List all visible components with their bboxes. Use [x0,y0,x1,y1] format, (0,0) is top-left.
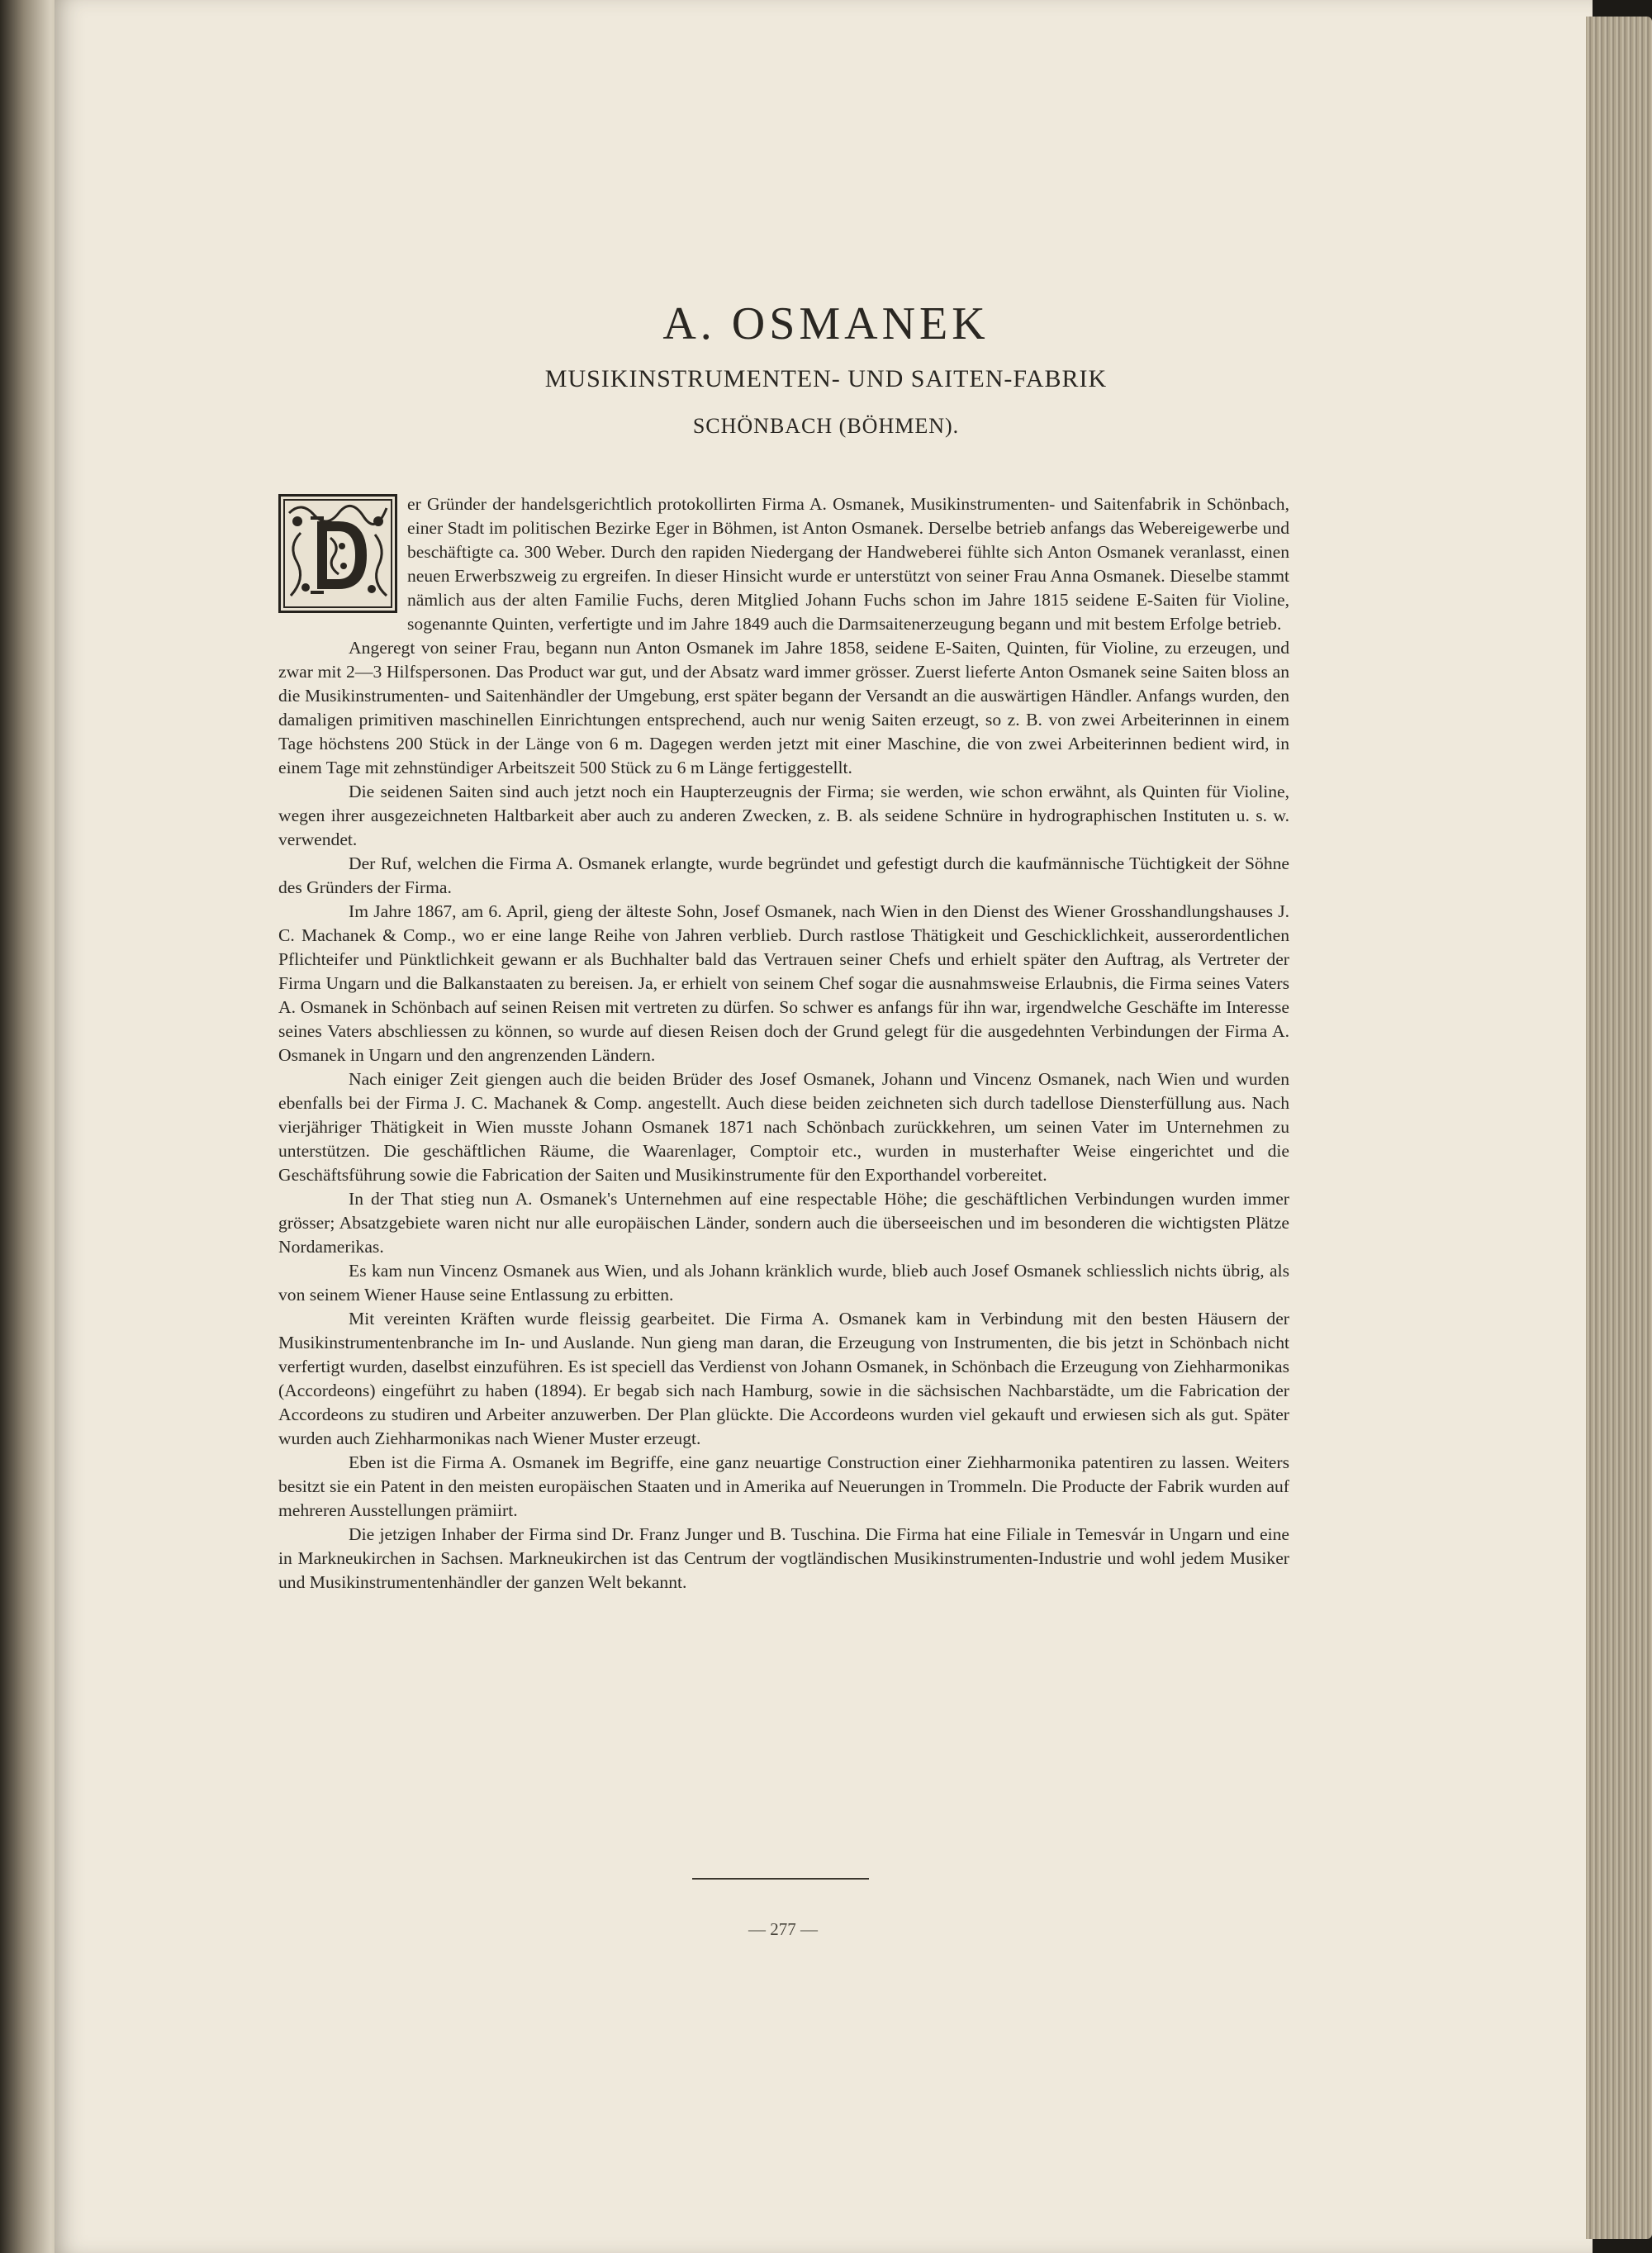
paragraph: Eben ist die Firma A. Osmanek im Begriffe, eine ganz neuartige Construction einer Ziehharmonika patentiren zu lassen. Weiters besitzt sie ein Patent in den meisten europäischen Staaten und in Amerika auf Neuerungen in Trommeln. Die Producte der Fabrik wurden auf mehreren Ausstellungen prämiirt. [278,1452,1289,1520]
decorated-initial-d [278,494,397,613]
paragraph: Die seidenen Saiten sind auch jetzt noch ein Haupterzeugnis der Firma; sie werden, wie schon erwähnt, als Quinten für Violine, wegen ihrer ausgezeichneten Haltbarkeit aber auch zu anderen Zwecken, z. B. als seidene Schnüre in hydrographischen Instituten u. s. w. verwendet. [278,782,1289,849]
article-body [278,492,1289,1595]
paragraph: Es kam nun Vincenz Osmanek aus Wien, und als Johann kränklich wurde, blieb auch Josef Osmanek schliesslich nichts übrig, als von seinem Wiener Hause seine Entlassung zu erbitten. [278,1261,1289,1305]
paragraph-text: er Gründer der handelsgerichtlich protokollirten Firma A. Osmanek, Musikinstrumenten- und Saitenfabrik in Schönbach, einer Stadt im politischen Bezirke Eger in Böhmen, ist Anton Osmanek. Derselbe betrieb anfangs das Webereigewerbe und beschäftigte ca. 300 Weber. Durch den rapiden Niedergang der Handweberei fühlte sich Anton Osmanek veranlasst, einen neuen Erwerbszweig zu ergreifen. In dieser Hinsicht wurde er unterstützt von seiner Frau Anna Osmanek. Dieselbe stammt nämlich aus der alten Familie Fuchs, deren Mitglied Johann Fuchs schon im Jahre 1815 seidene E-Saiten für Violine, sogenannte Quinten, verfertigte und im Jahre 1849 auch die Darmsaitenerzeugung begann und mit bestem Erfolge betrieb. [407,494,1289,634]
page-number: — 277 — [748,1919,818,1939]
page-location: SCHÖNBACH (BÖHMEN). [692,414,960,438]
paragraph: Nach einiger Zeit giengen auch die beiden Brüder des Josef Osmanek, Johann und Vincenz Osmanek, nach Wien und wurden ebenfalls bei der Firma J. C. Machanek & Comp. angestellt. Auch diese beiden zeichneten sich durch tadellose Diensterfüllung aus. Nach vierjähriger Thätigkeit in Wien musste Johann Osmanek 1871 nach Schönbach zurückkehren, um seinen Vater im Unternehmen zu unterstützen. Die geschäftlichen Räume, die Waarenlager, Comptoir etc., wurden in musterhafter Weise eingerichtet und die Geschäftsführung sowie die Fabrication der Saiten und Musikinstrumente für den Exporthandel vorbereitet. [278,1069,1289,1185]
paragraph: Mit vereinten Kräften wurde fleissig gearbeitet. Die Firma A. Osmanek kam in Verbindung mit den besten Häusern der Musikinstrumentenbranche im In- und Auslande. Nun gieng man daran, die Erzeugung von Instrumenten, die bis jetzt in Schönbach nicht verfertigt wurden, daselbst einzuführen. Es ist speciell das Verdienst von Johann Osmanek, in Schönbach die Erzeugung von Ziehharmonikas (Accordeons) eingeführt zu haben (1894). Er begab sich nach Hamburg, sowie in die sächsischen Nachbarstädte, um die Fabrication der Accordeons zu studiren und Arbeiter anzuwerben. Der Plan glückte. Die Accordeons wurden viel gekauft und erwiesen sich als gut. Später wurden auch Ziehharmonikas nach Wiener Muster erzeugt. [278,1309,1289,1448]
paragraph: Angeregt von seiner Frau, begann nun Anton Osmanek im Jahre 1858, seidene E-Saiten, Quinten, für Violine, zu erzeugen, und zwar mit 2—3 Hilfspersonen. Das Product war gut, und der Absatz ward immer grösser. Zuerst lieferte Anton Osmanek seine Saiten bloss an die Musikinstrumenten- und Saitenhändler der Umgebung, erst später begann der Versandt an die auswärtigen Händler. Anfangs wurden, den damaligen primitiven maschinellen Einrichtungen entsprechend, auch nur wenig Saiten erzeugt, so z. B. von zwei Arbeiterinnen in einem Tage höchstens 200 Stück in der Länge von 6 m. Dagegen werden jetzt mit einer Maschine, die von zwei Arbeiterinnen bedient wird, in einem Tage mit zehnstündiger Arbeitszeit 500 Stück zu 6 m Länge fertiggestellt. [278,638,1289,777]
paragraph: Die jetzigen Inhaber der Firma sind Dr. Franz Junger und B. Tuschina. Die Firma hat eine Filiale in Temesvár in Ungarn und eine in Markneukirchen in Sachsen. Markneukirchen ist das Centrum der vogtländischen Musikinstrumenten-Industrie und wohl jedem Musiker und Musikinstrumentenhändler der ganzen Welt bekannt. [278,1524,1289,1592]
page-subtitle: MUSIKINSTRUMENTEN- UND SAITEN-FABRIK [544,365,1108,392]
paragraph: Der Ruf, welchen die Firma A. Osmanek erlangte, wurde begründet und gefestigt durch die kaufmännische Tüchtigkeit der Söhne des Gründers der Firma. [278,853,1289,897]
ornament-icon [281,497,395,611]
page-title: A. OSMANEK [662,298,990,349]
paragraph: In der That stieg nun A. Osmanek's Unternehmen auf eine respectable Höhe; die geschäftlichen Verbindungen wurden immer grösser; Absatzgebiete waren nicht nur alle europäischen Länder, sondern auch die überseeischen und im besonderen die wichtigsten Plätze Nordamerikas. [278,1189,1289,1257]
paragraph: Im Jahre 1867, am 6. April, gieng der älteste Sohn, Josef Osmanek, nach Wien in den Dienst des Wiener Grosshandlungshauses J. C. Machanek & Comp., wo er eine lange Reihe von Jahren verblieb. Durch rastlose Thätigkeit und Geschicklichkeit, ausserordentlichen Pflichteifer und Pünktlichkeit gewann er als Buchhalter bald das Vertrauen seiner Chefs und erhielt später den Auftrag, als Vertreter der Firma Ungarn und die Balkanstaaten zu bereisen. Ja, er erhielt von seinem Chef sogar die ausnahmsweise Erlaubnis, die Firma seines Vaters A. Osmanek in Schönbach auf seinen Reisen mit vertreten zu dürfen. So schwer es anfangs für ihn war, irgendwelche Geschäfte im Interesse seines Vaters abschliessen zu können, so wurde auf diesen Reisen doch der Grund gelegt für die ausgedehnten Verbindungen der Firma A. Osmanek in Ungarn und den angrenzenden Ländern. [278,901,1289,1065]
end-rule [692,1878,869,1880]
paragraph [278,492,1289,636]
